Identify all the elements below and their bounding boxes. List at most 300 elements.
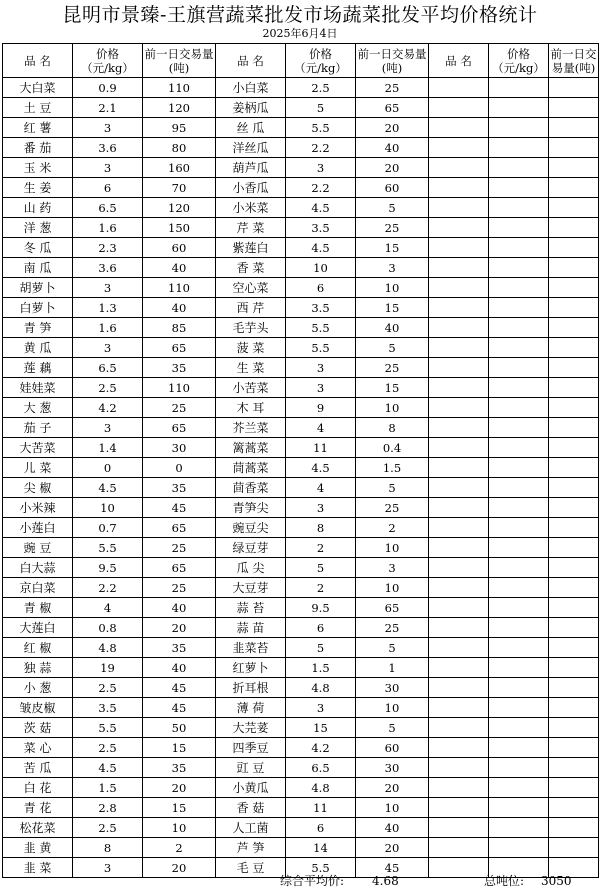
- empty-cell: [429, 718, 489, 738]
- item-price: 3: [73, 278, 143, 298]
- item-price: 3.5: [286, 298, 356, 318]
- item-price: 6: [286, 278, 356, 298]
- item-volume: 45: [143, 698, 216, 718]
- item-price: 3: [286, 158, 356, 178]
- item-name: 青笋尖: [216, 498, 286, 518]
- table-row: [3, 578, 599, 598]
- empty-cell: [489, 178, 549, 198]
- empty-cell: [429, 438, 489, 458]
- item-name: 小黄瓜: [216, 778, 286, 798]
- item-name: 毛 豆: [216, 858, 286, 878]
- item-price: 3.5: [286, 218, 356, 238]
- empty-cell: [429, 198, 489, 218]
- item-name: 豌豆尖: [216, 518, 286, 538]
- empty-cell: [489, 338, 549, 358]
- empty-cell: [549, 178, 599, 198]
- item-name: 韭 黄: [3, 838, 73, 858]
- item-price: 5.5: [73, 718, 143, 738]
- total-tonnage-value: 3050: [541, 874, 572, 888]
- item-name: 四季豆: [216, 738, 286, 758]
- empty-cell: [429, 298, 489, 318]
- item-volume: 10: [356, 798, 429, 818]
- item-price: 2.5: [73, 818, 143, 838]
- item-volume: 35: [143, 638, 216, 658]
- empty-cell: [549, 818, 599, 838]
- item-volume: 45: [143, 498, 216, 518]
- item-name: 姜柄瓜: [216, 98, 286, 118]
- table-row: [3, 818, 599, 838]
- empty-cell: [489, 438, 549, 458]
- item-price: 5.5: [286, 858, 356, 878]
- item-volume: 65: [143, 338, 216, 358]
- empty-cell: [429, 158, 489, 178]
- item-name: 番 茄: [3, 138, 73, 158]
- item-volume: 40: [143, 258, 216, 278]
- item-volume: 0: [143, 458, 216, 478]
- table-row: [3, 618, 599, 638]
- item-name: 青 笋: [3, 318, 73, 338]
- col-header-name: 品 名: [429, 44, 489, 78]
- item-name: 苦 瓜: [3, 758, 73, 778]
- item-price: 5.5: [286, 318, 356, 338]
- item-price: 3: [73, 158, 143, 178]
- table-row: [3, 278, 599, 298]
- item-volume: 40: [356, 818, 429, 838]
- item-name: 小莲白: [3, 518, 73, 538]
- item-volume: 40: [143, 598, 216, 618]
- empty-cell: [489, 458, 549, 478]
- empty-cell: [429, 378, 489, 398]
- empty-cell: [489, 838, 549, 858]
- table-row: [3, 258, 599, 278]
- empty-cell: [429, 758, 489, 778]
- item-volume: 25: [356, 498, 429, 518]
- item-name: 小香瓜: [216, 178, 286, 198]
- item-volume: 15: [356, 238, 429, 258]
- empty-cell: [429, 478, 489, 498]
- item-price: 2.2: [286, 178, 356, 198]
- table-row: [3, 398, 599, 418]
- item-price: 4: [286, 478, 356, 498]
- item-name: 白大蒜: [3, 558, 73, 578]
- item-name: 瓜 尖: [216, 558, 286, 578]
- empty-cell: [549, 338, 599, 358]
- table-row: [3, 678, 599, 698]
- empty-cell: [489, 158, 549, 178]
- empty-cell: [549, 578, 599, 598]
- item-price: 4: [286, 418, 356, 438]
- empty-cell: [549, 78, 599, 98]
- item-price: 3.6: [73, 138, 143, 158]
- item-price: 2.3: [73, 238, 143, 258]
- item-price: 3: [73, 118, 143, 138]
- empty-cell: [549, 298, 599, 318]
- item-name: 大莲白: [3, 618, 73, 638]
- col-header-price: 价格（元/kg）: [73, 44, 143, 78]
- item-price: 8: [73, 838, 143, 858]
- item-price: 2.5: [286, 78, 356, 98]
- table-row: [3, 798, 599, 818]
- item-name: 洋丝瓜: [216, 138, 286, 158]
- item-volume: 85: [143, 318, 216, 338]
- empty-cell: [429, 258, 489, 278]
- empty-cell: [429, 638, 489, 658]
- table-row: [3, 318, 599, 338]
- report-date: 2025年6月4日: [262, 27, 338, 40]
- page-title: 昆明市景臻-王旗营蔬菜批发市场蔬菜批发平均价格统计: [62, 4, 538, 26]
- item-name: 土 豆: [3, 98, 73, 118]
- empty-cell: [489, 378, 549, 398]
- item-price: 15: [286, 718, 356, 738]
- item-name: 人工菌: [216, 818, 286, 838]
- item-name: 小苦菜: [216, 378, 286, 398]
- item-price: 4.8: [286, 778, 356, 798]
- item-price: 3.5: [73, 698, 143, 718]
- item-price: 11: [286, 798, 356, 818]
- table-row: [3, 538, 599, 558]
- item-name: 小 葱: [3, 678, 73, 698]
- item-volume: 160: [143, 158, 216, 178]
- item-price: 1.3: [73, 298, 143, 318]
- item-name: 芹 菜: [216, 218, 286, 238]
- col-header-price: 价格（元/kg）: [286, 44, 356, 78]
- item-volume: 20: [143, 778, 216, 798]
- empty-cell: [429, 538, 489, 558]
- item-volume: 60: [143, 238, 216, 258]
- col-header-name: 品 名: [3, 44, 73, 78]
- empty-cell: [429, 698, 489, 718]
- item-name: 小米菜: [216, 198, 286, 218]
- empty-cell: [549, 598, 599, 618]
- empty-cell: [489, 318, 549, 338]
- item-volume: 3: [356, 558, 429, 578]
- item-volume: 30: [356, 678, 429, 698]
- empty-cell: [549, 198, 599, 218]
- item-name: 香 菇: [216, 798, 286, 818]
- item-price: 2.5: [73, 678, 143, 698]
- item-volume: 10: [356, 278, 429, 298]
- item-volume: 5: [356, 338, 429, 358]
- item-name: 蒜 苔: [216, 598, 286, 618]
- empty-cell: [429, 738, 489, 758]
- item-name: 皱皮椒: [3, 698, 73, 718]
- empty-cell: [489, 498, 549, 518]
- item-name: 丝 瓜: [216, 118, 286, 138]
- header-row: [3, 44, 599, 78]
- item-volume: 25: [356, 78, 429, 98]
- table-row: [3, 138, 599, 158]
- item-price: 6: [286, 818, 356, 838]
- empty-cell: [429, 598, 489, 618]
- item-volume: 50: [143, 718, 216, 738]
- item-name: 豌 豆: [3, 538, 73, 558]
- item-volume: 40: [356, 318, 429, 338]
- empty-cell: [549, 238, 599, 258]
- item-price: 10: [286, 258, 356, 278]
- item-name: 京白菜: [3, 578, 73, 598]
- item-volume: 20: [143, 858, 216, 878]
- empty-cell: [489, 278, 549, 298]
- item-name: 香 菜: [216, 258, 286, 278]
- table-row: [3, 718, 599, 738]
- item-name: 茄 子: [3, 418, 73, 438]
- item-price: 6.5: [286, 758, 356, 778]
- item-volume: 120: [143, 198, 216, 218]
- item-price: 3: [73, 418, 143, 438]
- item-price: 2.5: [73, 738, 143, 758]
- item-volume: 25: [356, 218, 429, 238]
- empty-cell: [549, 418, 599, 438]
- item-name: 大白菜: [3, 78, 73, 98]
- item-price: 0.9: [73, 78, 143, 98]
- item-price: 0.7: [73, 518, 143, 538]
- item-name: 折耳根: [216, 678, 286, 698]
- item-price: 5: [286, 558, 356, 578]
- item-name: 空心菜: [216, 278, 286, 298]
- item-volume: 65: [143, 518, 216, 538]
- item-name: 芥兰菜: [216, 418, 286, 438]
- item-name: 青 椒: [3, 598, 73, 618]
- item-price: 4.2: [286, 738, 356, 758]
- item-name: 紫莲白: [216, 238, 286, 258]
- item-name: 黄 瓜: [3, 338, 73, 358]
- item-volume: 110: [143, 278, 216, 298]
- item-name: 蒜 苗: [216, 618, 286, 638]
- empty-cell: [549, 358, 599, 378]
- empty-cell: [549, 118, 599, 138]
- item-volume: 40: [356, 138, 429, 158]
- empty-cell: [549, 438, 599, 458]
- empty-cell: [429, 218, 489, 238]
- item-price: 3: [286, 358, 356, 378]
- item-price: 5: [286, 98, 356, 118]
- item-name: 红萝卜: [216, 658, 286, 678]
- empty-cell: [429, 578, 489, 598]
- item-volume: 70: [143, 178, 216, 198]
- item-volume: 15: [143, 798, 216, 818]
- item-volume: 20: [143, 618, 216, 638]
- item-volume: 60: [356, 178, 429, 198]
- item-name: 白萝卜: [3, 298, 73, 318]
- item-name: 木 耳: [216, 398, 286, 418]
- item-name: 胡萝卜: [3, 278, 73, 298]
- empty-cell: [549, 718, 599, 738]
- empty-cell: [429, 558, 489, 578]
- table-row: [3, 658, 599, 678]
- item-price: 2.8: [73, 798, 143, 818]
- empty-cell: [549, 458, 599, 478]
- item-price: 1.5: [286, 658, 356, 678]
- empty-cell: [549, 698, 599, 718]
- item-volume: 65: [356, 98, 429, 118]
- empty-cell: [489, 258, 549, 278]
- item-price: 6.5: [73, 198, 143, 218]
- item-price: 5.5: [286, 338, 356, 358]
- table-row: [3, 238, 599, 258]
- item-volume: 30: [143, 438, 216, 458]
- item-price: 2.1: [73, 98, 143, 118]
- item-name: 茨 菇: [3, 718, 73, 738]
- item-price: 1.5: [73, 778, 143, 798]
- empty-cell: [489, 118, 549, 138]
- empty-cell: [429, 178, 489, 198]
- empty-cell: [489, 518, 549, 538]
- item-volume: 15: [143, 738, 216, 758]
- empty-cell: [489, 598, 549, 618]
- item-volume: 20: [356, 158, 429, 178]
- average-price-value: 4.68: [372, 874, 399, 888]
- item-volume: 25: [356, 358, 429, 378]
- item-name: 薄 荷: [216, 698, 286, 718]
- item-price: 4.8: [73, 638, 143, 658]
- item-price: 0.8: [73, 618, 143, 638]
- item-volume: 5: [356, 638, 429, 658]
- item-volume: 60: [356, 738, 429, 758]
- item-price: 3: [73, 858, 143, 878]
- col-header-volume: 前一日交易量(吨): [549, 44, 599, 78]
- empty-cell: [549, 778, 599, 798]
- empty-cell: [489, 218, 549, 238]
- item-volume: 10: [356, 698, 429, 718]
- item-volume: 95: [143, 118, 216, 138]
- item-volume: 120: [143, 98, 216, 118]
- item-name: 豇 豆: [216, 758, 286, 778]
- empty-cell: [549, 838, 599, 858]
- empty-cell: [429, 118, 489, 138]
- empty-cell: [429, 398, 489, 418]
- empty-cell: [549, 618, 599, 638]
- item-name: 韭 菜: [3, 858, 73, 878]
- table-row: [3, 778, 599, 798]
- item-name: 芦 笋: [216, 838, 286, 858]
- table-row: [3, 98, 599, 118]
- empty-cell: [489, 238, 549, 258]
- item-volume: 35: [143, 758, 216, 778]
- empty-cell: [429, 838, 489, 858]
- item-volume: 0.4: [356, 438, 429, 458]
- empty-cell: [489, 418, 549, 438]
- item-price: 1.6: [73, 318, 143, 338]
- item-volume: 10: [356, 538, 429, 558]
- item-price: 2: [286, 538, 356, 558]
- empty-cell: [549, 218, 599, 238]
- item-name: 毛芋头: [216, 318, 286, 338]
- empty-cell: [429, 658, 489, 678]
- table-row: [3, 598, 599, 618]
- item-name: 小米辣: [3, 498, 73, 518]
- price-table: [2, 43, 599, 878]
- table-row: [3, 118, 599, 138]
- item-price: 11: [286, 438, 356, 458]
- item-price: 0: [73, 458, 143, 478]
- item-price: 4.5: [286, 458, 356, 478]
- table-row: [3, 498, 599, 518]
- item-volume: 45: [143, 678, 216, 698]
- empty-cell: [429, 678, 489, 698]
- col-header-name: 品 名: [216, 44, 286, 78]
- item-price: 10: [73, 498, 143, 518]
- item-volume: 15: [356, 378, 429, 398]
- empty-cell: [489, 558, 549, 578]
- empty-cell: [489, 478, 549, 498]
- empty-cell: [549, 498, 599, 518]
- table-row: [3, 438, 599, 458]
- item-volume: 8: [356, 418, 429, 438]
- total-tonnage-label: 总吨位:: [484, 874, 525, 888]
- empty-cell: [429, 518, 489, 538]
- item-name: 儿 菜: [3, 458, 73, 478]
- item-name: 红 椒: [3, 638, 73, 658]
- empty-cell: [549, 538, 599, 558]
- item-price: 14: [286, 838, 356, 858]
- item-price: 4.8: [286, 678, 356, 698]
- empty-cell: [429, 78, 489, 98]
- empty-cell: [549, 98, 599, 118]
- empty-cell: [549, 558, 599, 578]
- table-row: [3, 838, 599, 858]
- item-volume: 25: [143, 578, 216, 598]
- empty-cell: [549, 638, 599, 658]
- item-price: 2.2: [286, 138, 356, 158]
- item-volume: 1.5: [356, 458, 429, 478]
- item-price: 3: [73, 338, 143, 358]
- item-name: 绿豆芽: [216, 538, 286, 558]
- item-volume: 10: [356, 398, 429, 418]
- item-price: 2.2: [73, 578, 143, 598]
- item-price: 4: [73, 598, 143, 618]
- empty-cell: [429, 338, 489, 358]
- empty-cell: [489, 718, 549, 738]
- empty-cell: [549, 758, 599, 778]
- item-name: 独 蒜: [3, 658, 73, 678]
- item-volume: 1: [356, 658, 429, 678]
- table-row: [3, 478, 599, 498]
- empty-cell: [549, 318, 599, 338]
- item-volume: 3: [356, 258, 429, 278]
- empty-cell: [489, 758, 549, 778]
- empty-cell: [489, 638, 549, 658]
- item-name: 韭菜苔: [216, 638, 286, 658]
- item-price: 5: [286, 638, 356, 658]
- item-price: 4.5: [286, 238, 356, 258]
- item-name: 小白菜: [216, 78, 286, 98]
- item-volume: 150: [143, 218, 216, 238]
- item-volume: 40: [143, 658, 216, 678]
- empty-cell: [429, 798, 489, 818]
- empty-cell: [429, 138, 489, 158]
- item-name: 红 薯: [3, 118, 73, 138]
- col-header-price: 价格（元/kg）: [489, 44, 549, 78]
- item-name: 茴香菜: [216, 478, 286, 498]
- empty-cell: [549, 258, 599, 278]
- item-price: 5.5: [73, 538, 143, 558]
- empty-cell: [489, 698, 549, 718]
- empty-cell: [489, 658, 549, 678]
- table-row: [3, 418, 599, 438]
- empty-cell: [489, 398, 549, 418]
- empty-cell: [429, 618, 489, 638]
- table-row: [3, 378, 599, 398]
- item-volume: 5: [356, 718, 429, 738]
- item-price: 3.6: [73, 258, 143, 278]
- empty-cell: [429, 458, 489, 478]
- empty-cell: [489, 138, 549, 158]
- empty-cell: [549, 738, 599, 758]
- item-name: 西 芹: [216, 298, 286, 318]
- item-volume: 65: [143, 558, 216, 578]
- empty-cell: [549, 378, 599, 398]
- empty-cell: [549, 798, 599, 818]
